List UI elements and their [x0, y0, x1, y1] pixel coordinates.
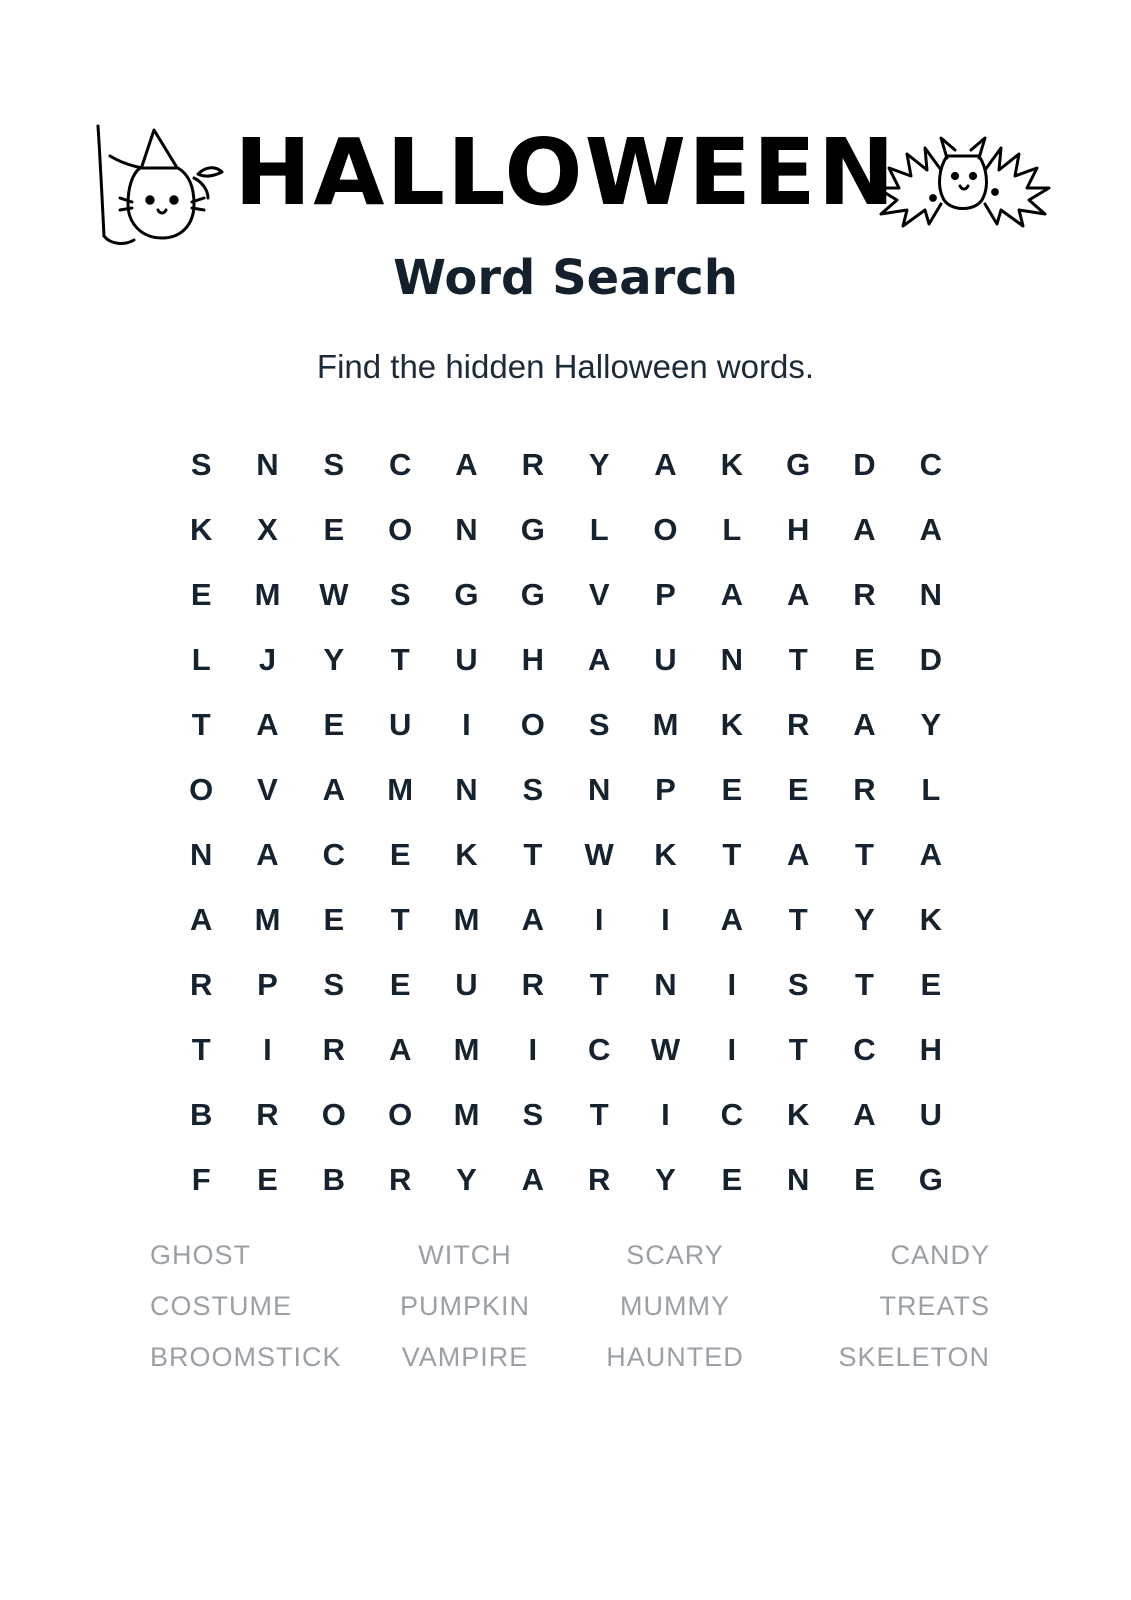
grid-cell: O	[388, 1097, 413, 1132]
grid-cell: C	[322, 837, 346, 872]
grid-cell: H	[919, 1032, 943, 1067]
grid-cell: C	[587, 1032, 611, 1067]
grid-cell: P	[655, 577, 676, 612]
grid-cell: L	[589, 512, 609, 547]
title-row	[0, 108, 1131, 238]
bat-icon	[863, 128, 1063, 243]
page-title: HALLOWEEN	[234, 119, 897, 226]
grid-cell: T	[191, 707, 211, 742]
grid-cell: S	[787, 967, 809, 1002]
word-search-grid	[168, 432, 964, 1212]
grid-cell: E	[920, 967, 942, 1002]
grid-cell: C	[388, 447, 412, 482]
grid-cell: T	[523, 837, 543, 872]
grid-cell: A	[189, 902, 213, 937]
grid-cell: N	[587, 772, 611, 807]
grid-cell: R	[853, 577, 876, 612]
grid-cell: N	[189, 837, 213, 872]
grid-cell: E	[721, 1162, 743, 1197]
grid-cell: S	[522, 772, 544, 807]
grid-cell: G	[454, 577, 479, 612]
grid-cell: V	[588, 577, 610, 612]
grid-cell: D	[919, 642, 943, 677]
grid-cell: H	[521, 642, 545, 677]
grid-cell: R	[786, 707, 810, 742]
instructions-text: Find the hidden Halloween words.	[316, 348, 815, 385]
grid-cell: R	[388, 1162, 412, 1197]
grid-cell: K	[720, 707, 744, 742]
grid-cell: X	[257, 512, 278, 547]
grid-cell: Y	[655, 1162, 676, 1197]
grid-cell: M	[254, 577, 281, 612]
word-list-item: SKELETON	[838, 1342, 990, 1372]
grid-cell: F	[191, 1162, 211, 1197]
grid-cell: G	[520, 577, 545, 612]
grid-cell: W	[650, 1032, 681, 1067]
grid-cell: G	[786, 447, 811, 482]
grid-cell: K	[189, 512, 213, 547]
grid-cell: A	[256, 707, 279, 742]
word-list-item: HAUNTED	[606, 1342, 744, 1372]
grid-cell: T	[191, 1032, 211, 1067]
grid-cell: K	[919, 902, 943, 937]
grid-cell: N	[455, 512, 478, 547]
grid-cell: I	[263, 1032, 272, 1067]
grid-cell: E	[323, 707, 345, 742]
grid-cell: E	[854, 1162, 875, 1197]
word-list-item: GHOST	[150, 1240, 252, 1270]
grid-cell: N	[256, 447, 279, 482]
grid-cell: I	[727, 967, 737, 1002]
grid-cell: O	[653, 512, 678, 547]
word-list-item: MUMMY	[620, 1291, 730, 1321]
cat-with-witch-hat-icon	[80, 116, 230, 261]
word-list-item: PUMPKIN	[399, 1291, 531, 1321]
word-list-item: WITCH	[418, 1240, 512, 1270]
grid-cell: E	[190, 577, 212, 612]
grid-cell: A	[853, 1097, 876, 1132]
word-list-item: BROOMSTICK	[150, 1342, 342, 1372]
page-subtitle: Word Search	[393, 250, 738, 306]
grid-cell: T	[855, 837, 874, 872]
grid-cell: D	[853, 447, 876, 482]
grid-cell: T	[788, 1032, 808, 1067]
grid-cell: M	[387, 772, 414, 807]
grid-cell: H	[786, 512, 810, 547]
grid-cell: S	[323, 967, 345, 1002]
grid-cell: B	[189, 1097, 213, 1132]
grid-cell: C	[853, 1032, 876, 1067]
grid-cell: T	[589, 1097, 609, 1132]
grid-cell: A	[853, 707, 876, 742]
grid-cell: N	[654, 967, 677, 1002]
grid-cell: A	[587, 642, 611, 677]
grid-cell: E	[389, 967, 411, 1002]
grid-cell: E	[854, 642, 875, 677]
grid-cell: R	[189, 967, 213, 1002]
grid-cell: A	[919, 512, 943, 547]
grid-cell: K	[786, 1097, 810, 1132]
grid-cell: T	[855, 967, 874, 1002]
grid-cell: I	[727, 1032, 737, 1067]
grid-cell: P	[655, 772, 676, 807]
grid-cell: R	[521, 447, 545, 482]
grid-cell: C	[919, 447, 943, 482]
grid-cell: R	[256, 1097, 279, 1132]
grid-cell: K	[455, 837, 478, 872]
grid-cell: A	[388, 1032, 412, 1067]
grid-cell: A	[720, 577, 744, 612]
grid-cell: E	[323, 512, 345, 547]
grid-cell: P	[257, 967, 278, 1002]
grid-cell: L	[191, 642, 211, 677]
grid-cell: N	[786, 1162, 810, 1197]
grid-cell: U	[654, 642, 677, 677]
grid-cell: N	[919, 577, 943, 612]
grid-cell: T	[589, 967, 609, 1002]
grid-cell: S	[588, 707, 610, 742]
grid-cell: U	[455, 642, 478, 677]
grid-cell: B	[322, 1162, 346, 1197]
grid-cell: R	[521, 967, 545, 1002]
grid-cell: W	[584, 837, 614, 872]
grid-cell: L	[921, 772, 941, 807]
grid-cell: I	[528, 1032, 538, 1067]
grid-cell: U	[919, 1097, 943, 1132]
grid-cell: A	[322, 772, 346, 807]
grid-cell: W	[319, 577, 349, 612]
grid-cell: S	[323, 447, 345, 482]
grid-cell: G	[918, 1162, 943, 1197]
grid-cell: R	[853, 772, 876, 807]
grid-cell: O	[388, 512, 413, 547]
grid-cell: U	[455, 967, 478, 1002]
word-list-item: SCARY	[626, 1240, 724, 1270]
grid-cell: Y	[854, 902, 875, 937]
grid-cell: A	[521, 902, 545, 937]
grid-cell: G	[520, 512, 545, 547]
grid-cell: Y	[323, 642, 345, 677]
grid-cell: K	[654, 837, 677, 872]
word-list-item: TREATS	[879, 1291, 990, 1321]
grid-cell: I	[661, 1097, 670, 1132]
grid-cell: Y	[456, 1162, 477, 1197]
grid-cell: A	[853, 512, 876, 547]
grid-cell: A	[455, 447, 478, 482]
grid-cell: S	[522, 1097, 544, 1132]
grid-cell: R	[587, 1162, 611, 1197]
grid-cell: K	[720, 447, 744, 482]
word-list-item: CANDY	[890, 1240, 990, 1270]
grid-cell: M	[453, 902, 480, 937]
grid-cell: A	[256, 837, 279, 872]
grid-cell: O	[321, 1097, 346, 1132]
grid-cell: T	[722, 837, 742, 872]
grid-cell: M	[453, 1097, 480, 1132]
grid-cell: Y	[588, 447, 610, 482]
word-list	[150, 1240, 990, 1373]
grid-cell: A	[786, 577, 810, 612]
grid-cell: I	[462, 707, 471, 742]
grid-cell: O	[189, 772, 214, 807]
grid-cell: S	[389, 577, 411, 612]
grid-cell: M	[453, 1032, 480, 1067]
grid-cell: T	[390, 902, 410, 937]
grid-cell: I	[661, 902, 670, 937]
grid-cell: T	[788, 902, 808, 937]
grid-cell: A	[720, 902, 744, 937]
grid-cell: E	[323, 902, 345, 937]
grid-cell: C	[720, 1097, 744, 1132]
word-list-item: COSTUME	[150, 1291, 292, 1321]
grid-cell: R	[322, 1032, 346, 1067]
grid-cell: A	[521, 1162, 545, 1197]
grid-cell: A	[786, 837, 810, 872]
grid-cell: M	[652, 707, 679, 742]
grid-cell: L	[722, 512, 742, 547]
grid-cell: A	[919, 837, 943, 872]
grid-cell: O	[520, 707, 545, 742]
grid-cell: T	[390, 642, 410, 677]
grid-cell: I	[594, 902, 604, 937]
grid-cell: E	[257, 1162, 278, 1197]
grid-cell: E	[787, 772, 809, 807]
grid-cell: S	[190, 447, 212, 482]
grid-cell: N	[720, 642, 744, 677]
grid-cell: N	[455, 772, 478, 807]
grid-cell: M	[254, 902, 281, 937]
grid-cell: E	[389, 837, 411, 872]
grid-cell: Y	[920, 707, 942, 742]
grid-cell: E	[721, 772, 743, 807]
word-list-item: VAMPIRE	[401, 1342, 529, 1372]
grid-cell: T	[788, 642, 808, 677]
grid-cell: A	[654, 447, 677, 482]
grid-cell: J	[258, 642, 277, 677]
grid-cell: V	[257, 772, 278, 807]
grid-cell: U	[388, 707, 412, 742]
